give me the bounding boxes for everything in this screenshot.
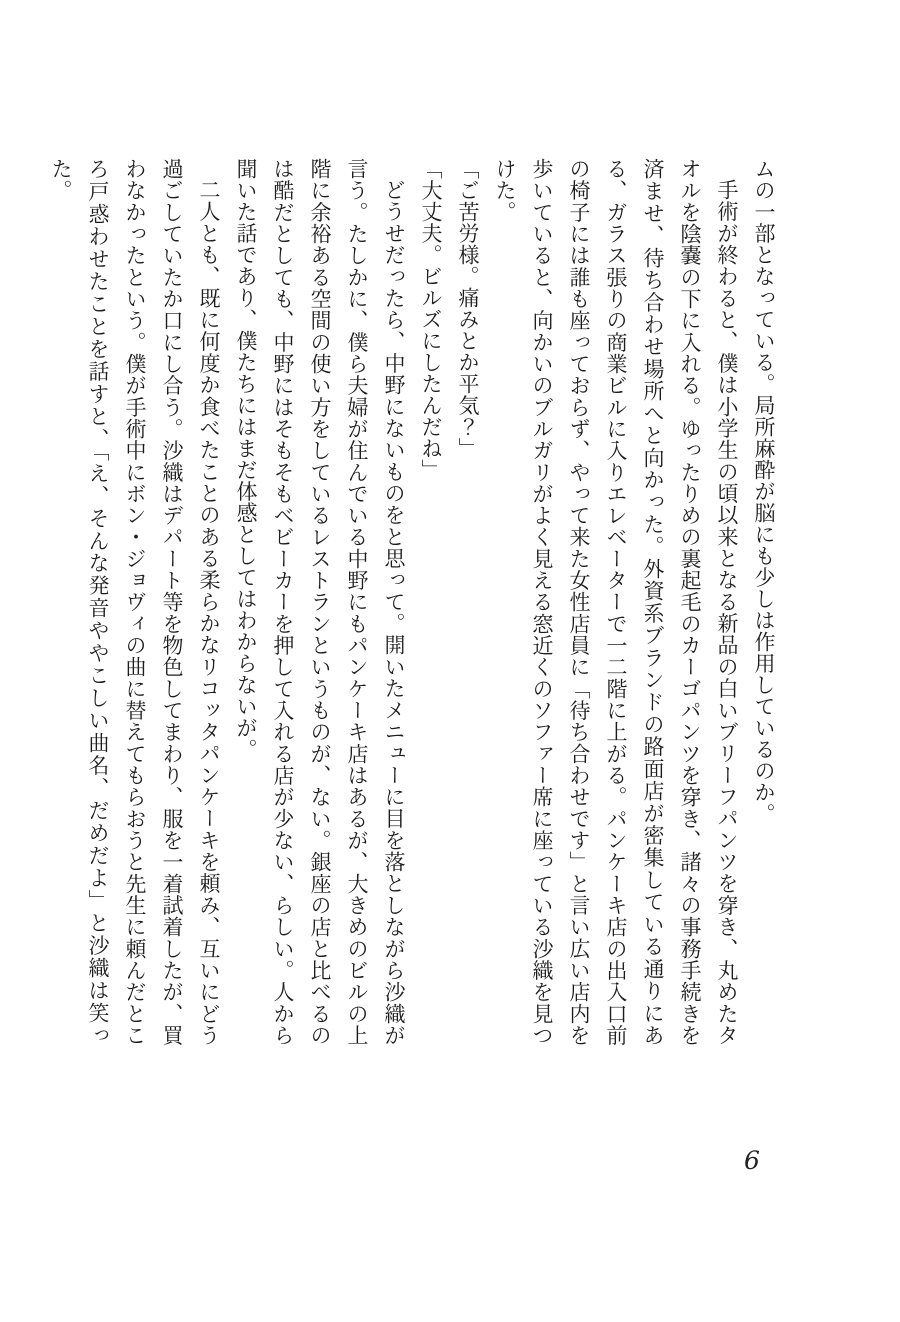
page-text bbox=[49, 158, 782, 1046]
paragraph: ムの一部となっている。局所麻酔が脳にも少しは作用しているのか。 bbox=[752, 158, 776, 825]
page-number: 6 bbox=[744, 1146, 760, 1175]
paragraph: どうせだったら、中野にないものをと思って。開いたメニューに目を落としながら沙織が言う。たしかに、僕ら夫婦が住んでいる中野にもパンケーキ店はあるが、大きめのビルの上階に余裕ある空間の使い方をしているレストランというものが、ない。銀座の店と比べるのは酷だとしても、中野にはそもそもベビーカーを押して入れる店が少ない、らしい。人から聞いた話であり、僕たちにはまだ体感としてはわからないが。 bbox=[234, 158, 406, 1046]
paragraph: 「ご苦労様。痛みとか平気？」 bbox=[456, 158, 480, 459]
paragraph: 「大丈夫。ビルズにしたんだね」 bbox=[419, 158, 443, 481]
paragraph: 手術が終わると、僕は小学生の頃以来となる新品の白いブリーフパンツを穿き、丸めたタオルを陰嚢の下に入れる。ゆったりめの裏起毛のカーゴパンツを穿き、諸々の事務手続きを済ませ、待ち合わせ場所へと向かった。外資系ブランドの路面店が密集している通りにある、ガラス張りの商業ビルに入りエレベーターで一二階に上がる。パンケーキ店の出入口前の椅子には誰も座っておらず、やって来た女性店員に「待ち合わせです」と言い広い店内を歩いていると、向かいのブルガリがよく見える窓近くのソファー席に座っている沙織を見つけた。 bbox=[493, 158, 739, 1046]
paragraph: 二人とも、既に何度か食べたことのある柔らかなリコッタパンケーキを頼み、互いにどう過ごしていたか口にし合う。沙織はデパート等を物色してまわり、服を一着試着したが、買わなかったという。僕が手術中にボン・ジョヴィの曲に替えてもらおうと先生に頼んだところ戸惑わせたことを話すと、「え、そんな発音ややこしい曲名、だめだよ」と沙織は笑った。 bbox=[49, 158, 221, 1046]
